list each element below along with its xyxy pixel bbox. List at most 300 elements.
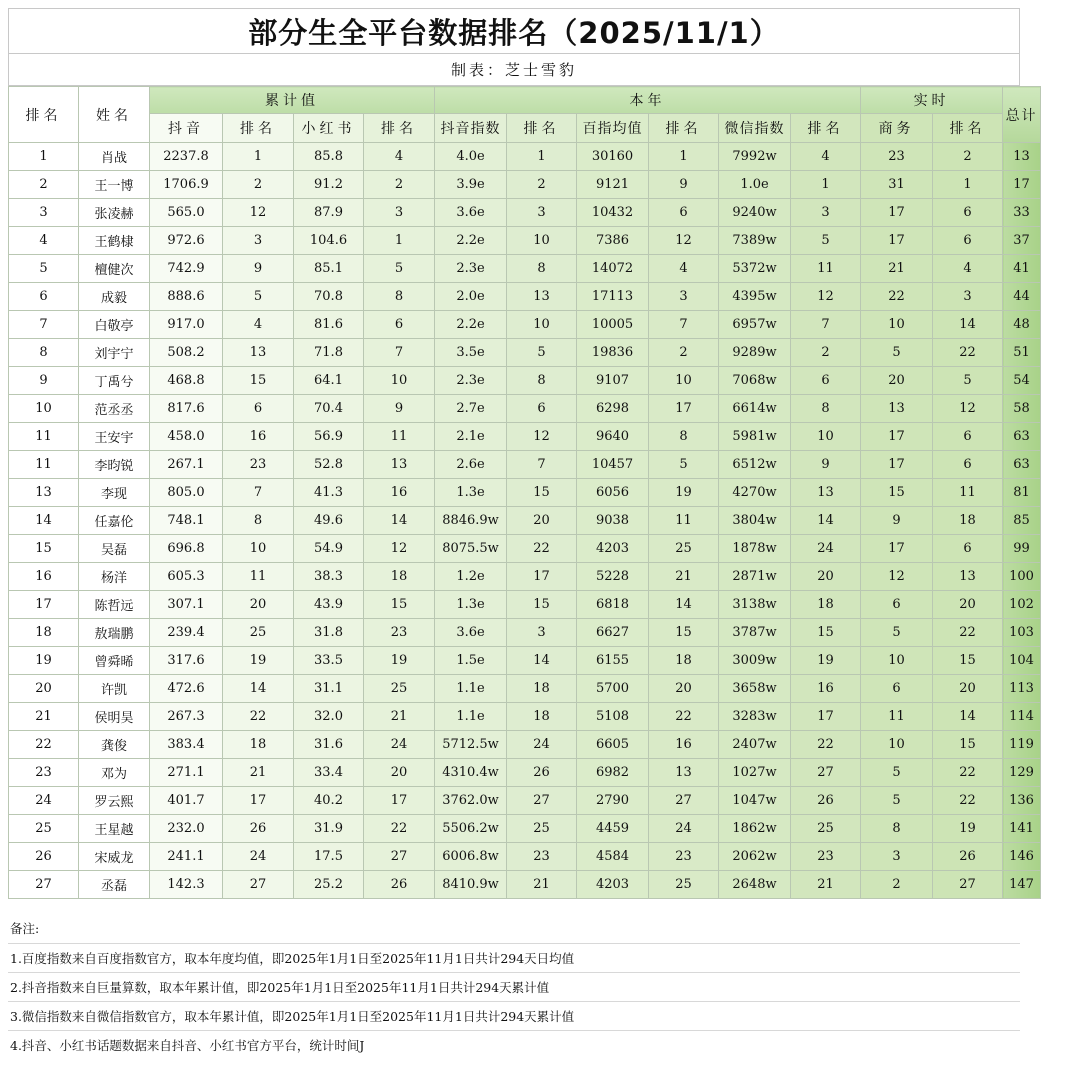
cell-douyin-index: 8075.5w <box>435 535 507 563</box>
notes-section <box>8 913 1020 1059</box>
table-row <box>9 647 1041 675</box>
cell-baidu-avg: 6982 <box>577 759 649 787</box>
cell-wechat-rank: 24 <box>791 535 861 563</box>
cell-wechat-index: 3787w <box>719 619 791 647</box>
cell-douyin-index-rank: 8 <box>507 255 577 283</box>
table-row <box>9 311 1041 339</box>
cell-xhs: 71.8 <box>294 339 364 367</box>
cell-douyin: 817.6 <box>150 395 223 423</box>
cell-total: 141 <box>1003 815 1041 843</box>
cell-douyin-rank: 3 <box>223 227 294 255</box>
cell-wechat-rank: 3 <box>791 199 861 227</box>
cell-name: 檀健次 <box>79 255 150 283</box>
cell-rank: 4 <box>9 227 79 255</box>
cell-total: 102 <box>1003 591 1041 619</box>
cell-business: 9 <box>861 507 933 535</box>
cell-douyin-index: 1.1e <box>435 703 507 731</box>
cell-name: 白敬亭 <box>79 311 150 339</box>
cell-douyin: 271.1 <box>150 759 223 787</box>
header-business: 商务 <box>861 114 933 143</box>
cell-xhs: 38.3 <box>294 563 364 591</box>
header-wechat-index: 微信指数 <box>719 114 791 143</box>
cell-business: 23 <box>861 143 933 171</box>
cell-baidu-rank: 8 <box>649 423 719 451</box>
header-total: 总计 <box>1003 87 1041 143</box>
cell-douyin-index-rank: 23 <box>507 843 577 871</box>
cell-xhs-rank: 22 <box>364 815 435 843</box>
cell-douyin: 267.1 <box>150 451 223 479</box>
cell-name: 丞磊 <box>79 871 150 899</box>
cell-name: 丁禹兮 <box>79 367 150 395</box>
cell-rank: 2 <box>9 171 79 199</box>
cell-business: 20 <box>861 367 933 395</box>
cell-xhs: 25.2 <box>294 871 364 899</box>
table-row <box>9 871 1041 899</box>
cell-business-rank: 19 <box>933 815 1003 843</box>
cell-baidu-avg: 30160 <box>577 143 649 171</box>
cell-xhs: 70.8 <box>294 283 364 311</box>
cell-baidu-avg: 10005 <box>577 311 649 339</box>
cell-douyin-rank: 7 <box>223 479 294 507</box>
cell-baidu-rank: 4 <box>649 255 719 283</box>
table-row <box>9 423 1041 451</box>
cell-business: 21 <box>861 255 933 283</box>
cell-business: 12 <box>861 563 933 591</box>
cell-business: 17 <box>861 227 933 255</box>
cell-name: 侯明昊 <box>79 703 150 731</box>
cell-name: 成毅 <box>79 283 150 311</box>
cell-wechat-rank: 26 <box>791 787 861 815</box>
cell-wechat-index: 3804w <box>719 507 791 535</box>
cell-business: 13 <box>861 395 933 423</box>
cell-wechat-rank: 13 <box>791 479 861 507</box>
cell-xhs-rank: 7 <box>364 339 435 367</box>
cell-business: 22 <box>861 283 933 311</box>
cell-wechat-index: 2062w <box>719 843 791 871</box>
cell-xhs-rank: 24 <box>364 731 435 759</box>
cell-wechat-rank: 14 <box>791 507 861 535</box>
cell-business-rank: 15 <box>933 731 1003 759</box>
cell-rank: 18 <box>9 619 79 647</box>
cell-baidu-avg: 5228 <box>577 563 649 591</box>
cell-douyin: 401.7 <box>150 787 223 815</box>
notes-heading: 备注: <box>8 913 1020 944</box>
table-row <box>9 759 1041 787</box>
cell-wechat-index: 1027w <box>719 759 791 787</box>
cell-business-rank: 6 <box>933 451 1003 479</box>
cell-wechat-index: 4395w <box>719 283 791 311</box>
cell-total: 37 <box>1003 227 1041 255</box>
cell-wechat-index: 3283w <box>719 703 791 731</box>
cell-business-rank: 5 <box>933 367 1003 395</box>
cell-douyin-rank: 24 <box>223 843 294 871</box>
cell-wechat-rank: 27 <box>791 759 861 787</box>
cell-douyin: 565.0 <box>150 199 223 227</box>
cell-douyin: 748.1 <box>150 507 223 535</box>
cell-douyin-index-rank: 13 <box>507 283 577 311</box>
cell-xhs: 33.5 <box>294 647 364 675</box>
cell-total: 129 <box>1003 759 1041 787</box>
cell-xhs: 17.5 <box>294 843 364 871</box>
cell-douyin: 317.6 <box>150 647 223 675</box>
table-row <box>9 283 1041 311</box>
cell-rank: 23 <box>9 759 79 787</box>
page-title: 部分生全平台数据排名（2025/11/1） <box>8 8 1020 54</box>
cell-douyin-index: 2.0e <box>435 283 507 311</box>
header-group-year: 本年 <box>435 87 861 114</box>
cell-xhs: 64.1 <box>294 367 364 395</box>
cell-wechat-index: 1862w <box>719 815 791 843</box>
cell-xhs-rank: 16 <box>364 479 435 507</box>
cell-xhs-rank: 25 <box>364 675 435 703</box>
cell-business-rank: 14 <box>933 703 1003 731</box>
cell-douyin: 142.3 <box>150 871 223 899</box>
cell-wechat-rank: 9 <box>791 451 861 479</box>
cell-name: 范丞丞 <box>79 395 150 423</box>
cell-xhs: 81.6 <box>294 311 364 339</box>
cell-total: 63 <box>1003 423 1041 451</box>
cell-business: 5 <box>861 619 933 647</box>
cell-baidu-avg: 9107 <box>577 367 649 395</box>
cell-douyin-rank: 16 <box>223 423 294 451</box>
cell-total: 114 <box>1003 703 1041 731</box>
cell-name: 张凌赫 <box>79 199 150 227</box>
cell-douyin-index: 2.3e <box>435 255 507 283</box>
cell-baidu-avg: 7386 <box>577 227 649 255</box>
cell-douyin-index: 8410.9w <box>435 871 507 899</box>
cell-xhs-rank: 8 <box>364 283 435 311</box>
cell-baidu-rank: 22 <box>649 703 719 731</box>
table-row <box>9 479 1041 507</box>
cell-douyin-index-rank: 17 <box>507 563 577 591</box>
cell-douyin-index-rank: 3 <box>507 619 577 647</box>
cell-xhs: 87.9 <box>294 199 364 227</box>
cell-xhs: 31.8 <box>294 619 364 647</box>
cell-wechat-index: 7068w <box>719 367 791 395</box>
cell-douyin: 742.9 <box>150 255 223 283</box>
cell-business-rank: 26 <box>933 843 1003 871</box>
ranking-table <box>8 86 1041 899</box>
cell-wechat-rank: 16 <box>791 675 861 703</box>
cell-total: 63 <box>1003 451 1041 479</box>
cell-rank: 16 <box>9 563 79 591</box>
cell-wechat-rank: 4 <box>791 143 861 171</box>
cell-douyin-index: 1.3e <box>435 479 507 507</box>
cell-xhs: 31.6 <box>294 731 364 759</box>
cell-wechat-rank: 2 <box>791 339 861 367</box>
table-row <box>9 787 1041 815</box>
cell-douyin-index: 2.6e <box>435 451 507 479</box>
cell-rank: 6 <box>9 283 79 311</box>
cell-xhs-rank: 4 <box>364 143 435 171</box>
cell-douyin-rank: 19 <box>223 647 294 675</box>
table-row <box>9 675 1041 703</box>
cell-business: 6 <box>861 591 933 619</box>
cell-wechat-rank: 22 <box>791 731 861 759</box>
table-row <box>9 255 1041 283</box>
cell-douyin-rank: 26 <box>223 815 294 843</box>
cell-total: 147 <box>1003 871 1041 899</box>
cell-douyin-index-rank: 1 <box>507 143 577 171</box>
table-row <box>9 451 1041 479</box>
cell-douyin-index-rank: 10 <box>507 311 577 339</box>
cell-douyin: 888.6 <box>150 283 223 311</box>
cell-xhs: 56.9 <box>294 423 364 451</box>
cell-douyin-index: 3.6e <box>435 619 507 647</box>
cell-xhs-rank: 27 <box>364 843 435 871</box>
cell-business-rank: 12 <box>933 395 1003 423</box>
cell-baidu-avg: 9038 <box>577 507 649 535</box>
cell-baidu-rank: 19 <box>649 479 719 507</box>
header-baidu-avg: 百指均值 <box>577 114 649 143</box>
cell-douyin: 267.3 <box>150 703 223 731</box>
cell-douyin-index: 1.5e <box>435 647 507 675</box>
header-wechat-rank: 排名 <box>791 114 861 143</box>
cell-xhs-rank: 14 <box>364 507 435 535</box>
cell-business-rank: 15 <box>933 647 1003 675</box>
cell-wechat-index: 6512w <box>719 451 791 479</box>
cell-wechat-rank: 8 <box>791 395 861 423</box>
cell-douyin-index-rank: 26 <box>507 759 577 787</box>
cell-baidu-rank: 5 <box>649 451 719 479</box>
cell-baidu-avg: 6627 <box>577 619 649 647</box>
cell-douyin-index-rank: 22 <box>507 535 577 563</box>
cell-baidu-rank: 17 <box>649 395 719 423</box>
cell-wechat-rank: 1 <box>791 171 861 199</box>
cell-wechat-index: 5372w <box>719 255 791 283</box>
table-row <box>9 563 1041 591</box>
cell-xhs-rank: 26 <box>364 871 435 899</box>
cell-xhs-rank: 3 <box>364 199 435 227</box>
cell-business: 15 <box>861 479 933 507</box>
cell-xhs: 31.9 <box>294 815 364 843</box>
cell-douyin-index: 5712.5w <box>435 731 507 759</box>
cell-baidu-avg: 17113 <box>577 283 649 311</box>
cell-douyin-rank: 13 <box>223 339 294 367</box>
cell-business: 5 <box>861 759 933 787</box>
cell-douyin-index: 3762.0w <box>435 787 507 815</box>
cell-baidu-rank: 25 <box>649 871 719 899</box>
cell-xhs-rank: 15 <box>364 591 435 619</box>
cell-xhs-rank: 13 <box>364 451 435 479</box>
cell-total: 51 <box>1003 339 1041 367</box>
cell-douyin-rank: 11 <box>223 563 294 591</box>
cell-douyin-index-rank: 14 <box>507 647 577 675</box>
cell-total: 136 <box>1003 787 1041 815</box>
cell-douyin-index-rank: 12 <box>507 423 577 451</box>
cell-wechat-rank: 15 <box>791 619 861 647</box>
cell-baidu-rank: 1 <box>649 143 719 171</box>
cell-business-rank: 22 <box>933 619 1003 647</box>
cell-business-rank: 22 <box>933 787 1003 815</box>
cell-business-rank: 13 <box>933 563 1003 591</box>
cell-total: 54 <box>1003 367 1041 395</box>
cell-douyin: 239.4 <box>150 619 223 647</box>
cell-baidu-rank: 7 <box>649 311 719 339</box>
cell-name: 李昀锐 <box>79 451 150 479</box>
cell-total: 146 <box>1003 843 1041 871</box>
cell-name: 王安宇 <box>79 423 150 451</box>
cell-baidu-avg: 4584 <box>577 843 649 871</box>
header-douyin: 抖音 <box>150 114 223 143</box>
cell-douyin-rank: 9 <box>223 255 294 283</box>
cell-douyin-rank: 4 <box>223 311 294 339</box>
cell-douyin-index: 2.3e <box>435 367 507 395</box>
cell-name: 龚俊 <box>79 731 150 759</box>
cell-xhs-rank: 5 <box>364 255 435 283</box>
cell-business: 11 <box>861 703 933 731</box>
cell-douyin: 458.0 <box>150 423 223 451</box>
cell-total: 113 <box>1003 675 1041 703</box>
table-row <box>9 171 1041 199</box>
cell-douyin-index-rank: 10 <box>507 227 577 255</box>
cell-business-rank: 1 <box>933 171 1003 199</box>
cell-douyin-index-rank: 8 <box>507 367 577 395</box>
note-line: 2.抖音指数来自巨量算数，取本年累计值，即2025年1月1日至2025年11月1日共计294天累计值 <box>8 973 1020 1002</box>
table-row <box>9 227 1041 255</box>
cell-name: 王一博 <box>79 171 150 199</box>
cell-wechat-index: 3009w <box>719 647 791 675</box>
cell-douyin: 2237.8 <box>150 143 223 171</box>
cell-douyin-index: 2.2e <box>435 311 507 339</box>
cell-xhs-rank: 21 <box>364 703 435 731</box>
cell-total: 41 <box>1003 255 1041 283</box>
cell-baidu-rank: 16 <box>649 731 719 759</box>
cell-business-rank: 22 <box>933 339 1003 367</box>
cell-xhs-rank: 2 <box>364 171 435 199</box>
cell-douyin-rank: 25 <box>223 619 294 647</box>
cell-douyin-index: 4.0e <box>435 143 507 171</box>
cell-baidu-rank: 11 <box>649 507 719 535</box>
cell-douyin: 508.2 <box>150 339 223 367</box>
cell-business-rank: 22 <box>933 759 1003 787</box>
cell-douyin-index: 3.5e <box>435 339 507 367</box>
cell-baidu-avg: 4203 <box>577 871 649 899</box>
cell-xhs: 85.8 <box>294 143 364 171</box>
cell-rank: 20 <box>9 675 79 703</box>
cell-wechat-index: 9240w <box>719 199 791 227</box>
header-douyin-index-rank: 排名 <box>507 114 577 143</box>
cell-baidu-avg: 10432 <box>577 199 649 227</box>
maker-credit: 制表：芝士雪豹 <box>8 54 1020 86</box>
cell-baidu-avg: 4203 <box>577 535 649 563</box>
cell-wechat-index: 2407w <box>719 731 791 759</box>
cell-xhs: 41.3 <box>294 479 364 507</box>
cell-douyin-index: 6006.8w <box>435 843 507 871</box>
cell-rank: 13 <box>9 479 79 507</box>
cell-douyin-rank: 5 <box>223 283 294 311</box>
cell-douyin: 605.3 <box>150 563 223 591</box>
cell-rank: 15 <box>9 535 79 563</box>
cell-xhs-rank: 20 <box>364 759 435 787</box>
cell-baidu-avg: 6605 <box>577 731 649 759</box>
cell-business: 5 <box>861 339 933 367</box>
table-row <box>9 703 1041 731</box>
table-row <box>9 199 1041 227</box>
cell-douyin: 307.1 <box>150 591 223 619</box>
cell-xhs-rank: 18 <box>364 563 435 591</box>
cell-xhs-rank: 9 <box>364 395 435 423</box>
cell-wechat-index: 7992w <box>719 143 791 171</box>
cell-wechat-index: 6957w <box>719 311 791 339</box>
cell-douyin-index-rank: 27 <box>507 787 577 815</box>
cell-baidu-avg: 6298 <box>577 395 649 423</box>
cell-business: 3 <box>861 843 933 871</box>
cell-douyin-rank: 10 <box>223 535 294 563</box>
cell-business-rank: 18 <box>933 507 1003 535</box>
cell-wechat-index: 2648w <box>719 871 791 899</box>
cell-xhs-rank: 10 <box>364 367 435 395</box>
cell-business: 10 <box>861 731 933 759</box>
table-body <box>9 143 1041 899</box>
cell-business: 17 <box>861 535 933 563</box>
header-xhs-rank: 排名 <box>364 114 435 143</box>
cell-douyin-index-rank: 25 <box>507 815 577 843</box>
cell-douyin-index: 2.1e <box>435 423 507 451</box>
cell-business-rank: 6 <box>933 423 1003 451</box>
cell-douyin-index: 1.3e <box>435 591 507 619</box>
cell-baidu-avg: 5700 <box>577 675 649 703</box>
cell-baidu-avg: 4459 <box>577 815 649 843</box>
cell-xhs-rank: 23 <box>364 619 435 647</box>
cell-baidu-rank: 14 <box>649 591 719 619</box>
cell-rank: 11 <box>9 423 79 451</box>
cell-baidu-avg: 9640 <box>577 423 649 451</box>
cell-rank: 22 <box>9 731 79 759</box>
cell-baidu-rank: 9 <box>649 171 719 199</box>
cell-baidu-rank: 21 <box>649 563 719 591</box>
header-group-realtime: 实时 <box>861 87 1003 114</box>
cell-business-rank: 27 <box>933 871 1003 899</box>
cell-baidu-rank: 25 <box>649 535 719 563</box>
cell-douyin-index-rank: 15 <box>507 479 577 507</box>
cell-douyin: 1706.9 <box>150 171 223 199</box>
cell-wechat-rank: 23 <box>791 843 861 871</box>
cell-wechat-rank: 6 <box>791 367 861 395</box>
table-row <box>9 507 1041 535</box>
cell-total: 100 <box>1003 563 1041 591</box>
cell-baidu-avg: 6818 <box>577 591 649 619</box>
cell-douyin-rank: 15 <box>223 367 294 395</box>
cell-baidu-rank: 27 <box>649 787 719 815</box>
cell-xhs: 43.9 <box>294 591 364 619</box>
cell-name: 李现 <box>79 479 150 507</box>
header-douyin-index: 抖音指数 <box>435 114 507 143</box>
cell-rank: 24 <box>9 787 79 815</box>
cell-wechat-rank: 19 <box>791 647 861 675</box>
note-line: 4.抖音、小红书话题数据来自抖音、小红书官方平台，统计时间J <box>10 1038 365 1053</box>
cell-name: 王星越 <box>79 815 150 843</box>
cell-total: 104 <box>1003 647 1041 675</box>
cell-rank: 21 <box>9 703 79 731</box>
cell-douyin-index: 1.2e <box>435 563 507 591</box>
table-row <box>9 395 1041 423</box>
cell-business: 10 <box>861 311 933 339</box>
cell-douyin-index: 4310.4w <box>435 759 507 787</box>
cell-douyin-index-rank: 3 <box>507 199 577 227</box>
cell-douyin: 917.0 <box>150 311 223 339</box>
cell-xhs-rank: 17 <box>364 787 435 815</box>
cell-wechat-rank: 10 <box>791 423 861 451</box>
cell-douyin-index: 2.2e <box>435 227 507 255</box>
cell-douyin-index-rank: 6 <box>507 395 577 423</box>
cell-douyin-rank: 18 <box>223 731 294 759</box>
cell-business: 5 <box>861 787 933 815</box>
cell-xhs: 40.2 <box>294 787 364 815</box>
cell-business-rank: 6 <box>933 199 1003 227</box>
cell-wechat-rank: 25 <box>791 815 861 843</box>
cell-douyin-rank: 1 <box>223 143 294 171</box>
